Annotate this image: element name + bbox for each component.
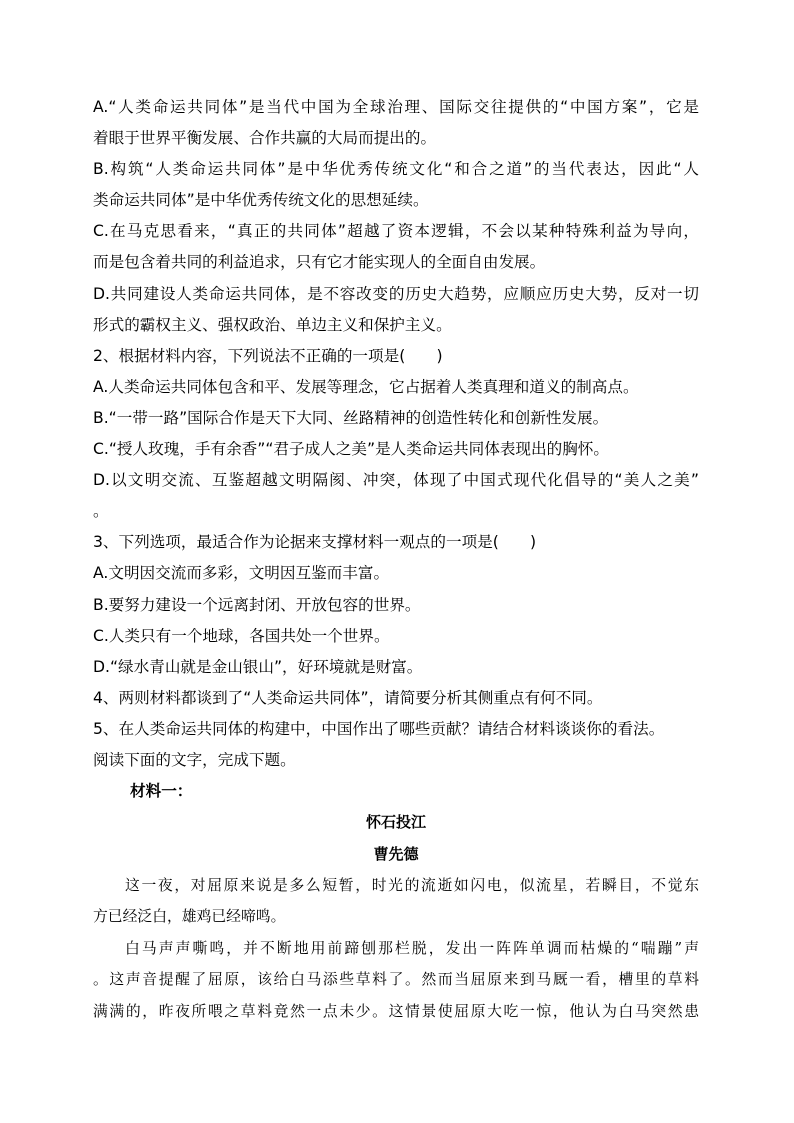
story-p2-line3: 满满的，昨夜所喂之草料竟然一点未少。这情景使屈原大吃一惊，他认为白马突然患 [93, 1002, 699, 1020]
story-author: 曹先德 [373, 844, 419, 863]
q1-option-b-line2: 类命运共同体”是中华优秀传统文化的思想延续。 [93, 191, 429, 210]
q1-option-d-line1: D.共同建设人类命运共同体，是不容改变的历史大趋势，应顺应历史大势，反对一切 [93, 284, 699, 303]
q1-option-a-line1: A.“人类命运共同体”是当代中国为全球治理、国际交往提供的“中国方案”，它是 [93, 98, 699, 116]
q2-option-c: C.“授人玫瑰，手有余香”“君子成人之美”是人类命运共同体表现出的胸怀。 [93, 440, 609, 459]
q4-stem: 4、两则材料都谈到了“人类命运共同体”，请简要分析其侧重点有何不同。 [93, 688, 603, 707]
q2-option-a: A.人类命运共同体包含和平、发展等理念，它占据着人类真理和道义的制高点。 [93, 377, 639, 396]
q1-option-d-line2: 形式的霸权主义、强权政治、单边主义和保护主义。 [93, 315, 452, 334]
q1-option-b-line1: B.构筑“人类命运共同体”是中华优秀传统文化“和合之道”的当代表达，因此“人 [93, 160, 699, 179]
document-page [93, 92, 699, 1027]
q2-option-d-wrap: 。 [93, 502, 109, 521]
q2-option-d: D.以文明交流、互鉴超越文明隔阂、冲突，体现了中国式现代化倡导的“美人之美” [93, 471, 699, 490]
story-p1-line1: 这一夜，对屈原来说是多么短暂，时光的流逝如闪电，似流星，若瞬目，不觉东 [125, 876, 699, 894]
story-p2-line1: 白马声声嘶鸣，并不断地用前蹄刨那栏脱，发出一阵阵单调而枯燥的“喘蹦”声 [125, 939, 699, 957]
q5-stem: 5、在人类命运共同体的构建中，中国作出了哪些贡献？请结合材料谈谈你的看法。 [93, 719, 665, 738]
q3-option-b: B.要努力建设一个远离封闭、开放包容的世界。 [93, 595, 421, 614]
story-p2-line2: 。这声音提醒了屈原，该给白马添些草料了。然而当屈原来到马厩一看，槽里的草料 [93, 971, 699, 989]
q1-option-c-line2: 而是包含着共同的利益追求，只有它才能实现人的全面自由发展。 [93, 253, 546, 272]
q2-option-b: B.“一带一路”国际合作是天下大同、丝路精神的创造性转化和创新性发展。 [93, 408, 609, 427]
q3-option-c: C.人类只有一个地球，各国共处一个世界。 [93, 626, 390, 645]
reading-prompt: 阅读下面的文字，完成下题。 [93, 750, 296, 769]
q2-stem: 2、根据材料内容，下列说法不正确的一项是( ) [93, 346, 443, 365]
q1-option-a-line2: 着眼于世界平衡发展、合作共赢的大局而提出的。 [93, 129, 437, 148]
material-label: 材料一： [130, 782, 193, 801]
story-title: 怀石投江 [365, 813, 426, 832]
q3-option-d: D.“绿水青山就是金山银山”，好环境就是财富。 [93, 657, 423, 676]
q3-option-a: A.文明因交流而多彩，文明因互鉴而丰富。 [93, 564, 390, 583]
q1-option-c-line1: C.在马克思看来，“真正的共同体”超越了资本逻辑，不会以某种特殊利益为导向， [93, 222, 699, 241]
story-p1-line2: 方已经泛白，雄鸡已经啼鸣。 [93, 908, 286, 926]
q3-stem: 3、下列选项，最适合作为论据来支撑材料一观点的一项是( ) [93, 533, 537, 552]
